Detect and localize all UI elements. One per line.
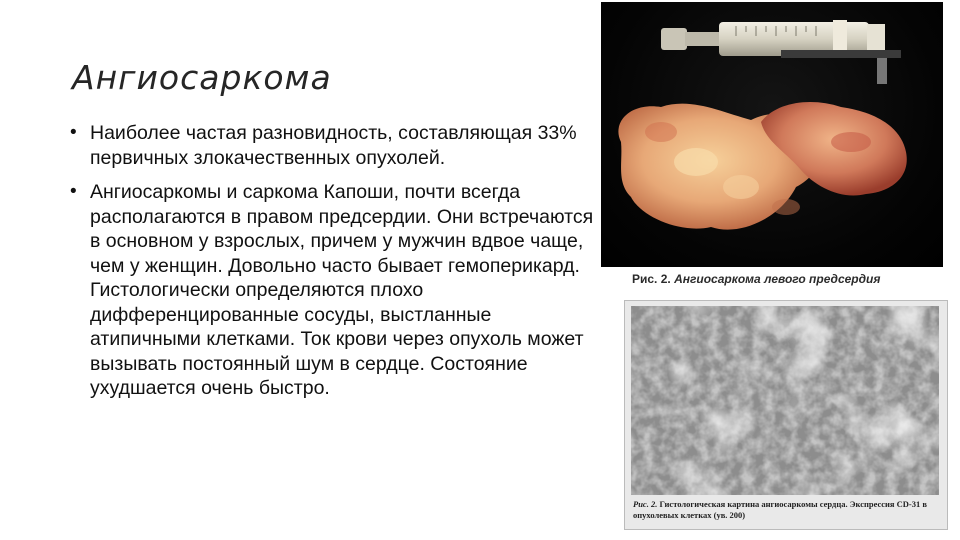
histology-texture: [631, 306, 939, 495]
bullet-item: [70, 180, 598, 401]
bullet-dot: •: [70, 181, 77, 202]
figure1-caption-text: Ангиосаркома левого предсердия: [674, 272, 881, 286]
figure2-label: Рис. 2.: [633, 499, 658, 509]
bullet-dot: •: [70, 122, 77, 143]
specimen-photo-drawing: [601, 2, 943, 267]
bullet-text: Наиболее частая разновидность, составляющая 33% первичных злокачественных опухолей.: [90, 122, 577, 169]
tumor-mass: [618, 102, 906, 230]
bullet-list: [70, 121, 598, 411]
figure2-caption: [633, 499, 933, 521]
figure1-label: Рис. 2.: [632, 272, 671, 286]
slide-title: Ангиосаркома: [72, 58, 332, 97]
histology-image: [631, 306, 939, 495]
bullet-item: [70, 121, 598, 170]
syringe: [661, 20, 901, 84]
figure2-caption-text: Гистологическая картина ангиосаркомы сердца. Экспрессия CD-31 в опухолевых клетках (ув. 200): [633, 499, 927, 520]
specimen-photo: [601, 2, 943, 267]
figure1-caption: [632, 272, 880, 286]
bullet-text: Ангиосаркомы и саркома Капоши, почти всегда располагаются в правом предсердии. Они встречаются в основном у взрослых, причем у мужчин вдвое чаще, чем у женщин. Довольно часто бывает гемоперикард. Гистологически определяются плохо дифференцированные сосуды, выстланные атипичными клетками. Ток крови через опухоль может вызывать постоянный шум в сердце. Состояние ухудшается очень быстро.: [90, 181, 594, 399]
